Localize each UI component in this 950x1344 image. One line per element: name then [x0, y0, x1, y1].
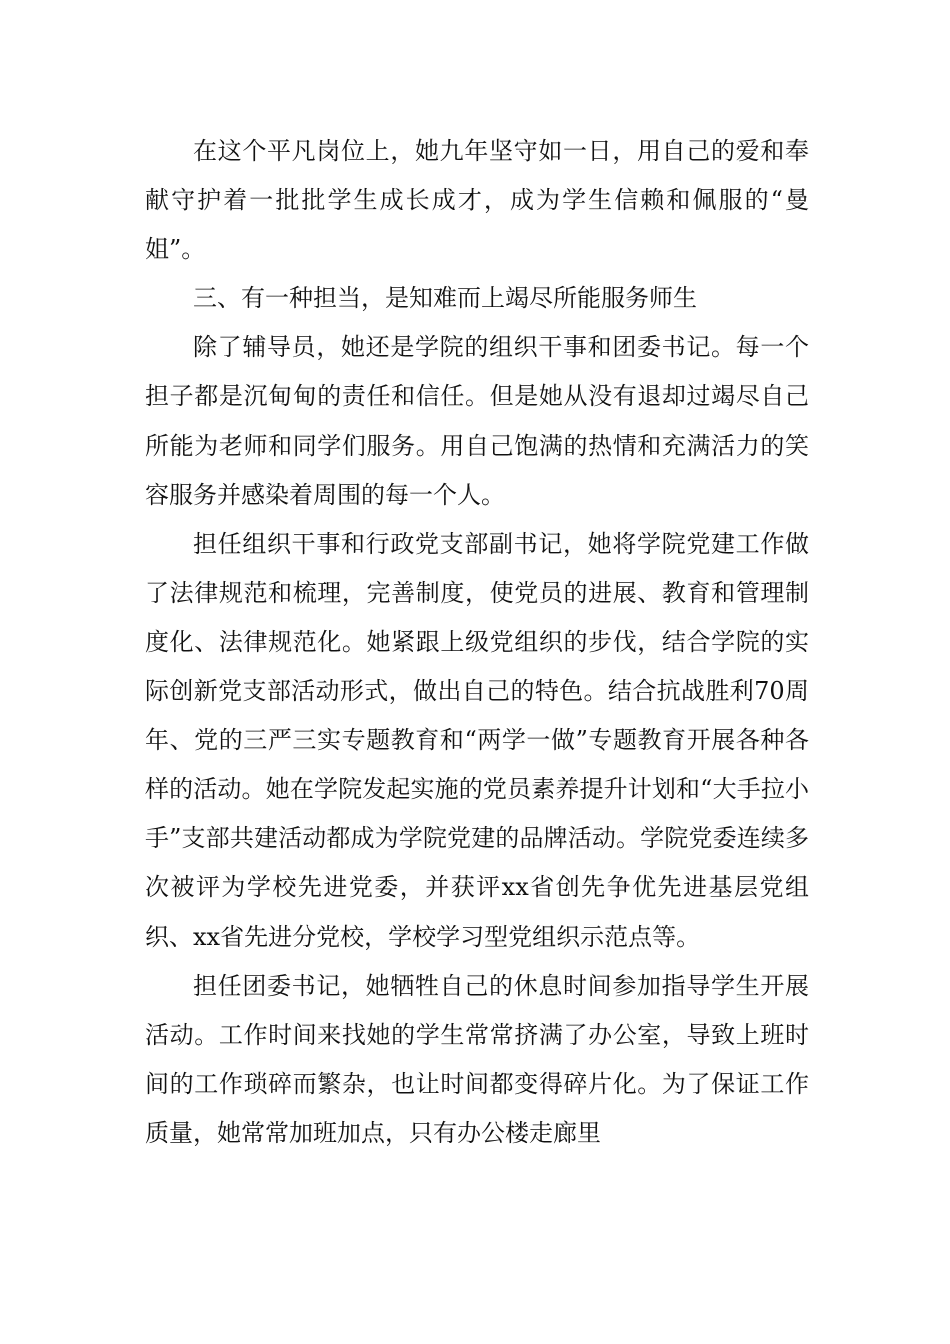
document-body: [145, 127, 809, 1158]
paragraph: 除了辅导员，她还是学院的组织干事和团委书记。每一个担子都是沉甸甸的责任和信任。但是她从没有退却过竭尽自己所能为老师和同学们服务。用自己饱满的热情和充满活力的笑容服务并感染着周围的每一个人。: [145, 333, 809, 509]
paragraph: 担任组织干事和行政党支部副书记，她将学院党建工作做了法律规范和梳理，完善制度，使党员的进展、教育和管理制度化、法律规范化。她紧跟上级党组织的步伐，结合学院的实际创新党支部活动形式，做出自己的特色。结合抗战胜利70周年、党的三严三实专题教育和“两学一做”专题教育开展各种各样的活动。她在学院发起实施的党员素养提升计划和“大手拉小手”支部共建活动都成为学院党建的品牌活动。学院党委连续多次被评为学校先进党委，并获评xx省创先争优先进基层党组织、xx省先进分党校，学校学习型党组织示范点等。: [145, 529, 809, 951]
paragraph: 在这个平凡岗位上，她九年坚守如一日，用自己的爱和奉献守护着一批批学生成长成才，成为学生信赖和佩服的“曼姐”。: [145, 137, 809, 264]
section-heading: 三、有一种担当，是知难而上竭尽所能服务师生: [193, 284, 697, 313]
paragraph: 担任团委书记，她牺牲自己的休息时间参加指导学生开展活动。工作时间来找她的学生常常挤满了办公室，导致上班时间的工作琐碎而繁杂，也让时间都变得碎片化。为了保证工作质量，她常常加班加点，只有办公楼走廊里: [145, 971, 809, 1147]
